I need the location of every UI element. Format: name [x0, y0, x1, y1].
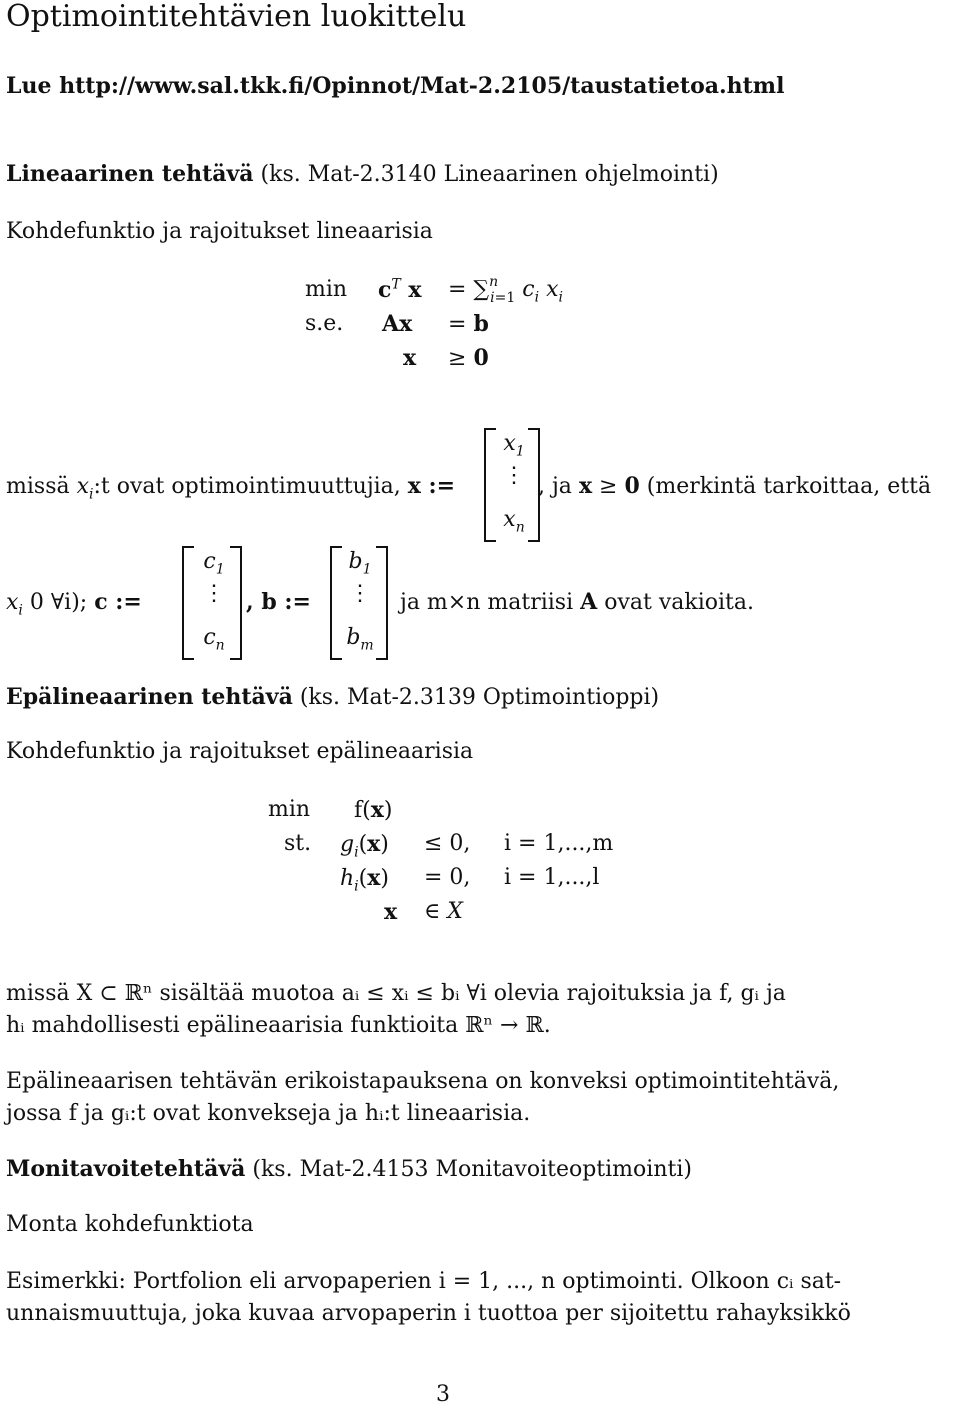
multi-example-line1: Esimerkki: Portfolion eli arvopaperien i = 1, ..., n optimointi. Olkoon cᵢ sat-: [6, 1269, 842, 1294]
nonlinear-heading-rest: (ks. Mat-2.3139 Optimointioppi): [292, 685, 660, 710]
lp-st-label: s.e.: [305, 311, 344, 336]
lp-objective-sum: = ∑$^n_{i=1}$ $c_i$ $x_i$: [448, 274, 564, 306]
missa-word: missä: [6, 474, 70, 499]
matrix-text: ja m×n matriisi: [400, 590, 574, 615]
c-assign: c :=: [94, 589, 142, 615]
nonlinear-para2-line1: Epälineaarisen tehtävän erikoistapauksena on konveksi optimointitehtävä,: [6, 1069, 840, 1094]
nlp-set-rel: ∈ X: [424, 899, 463, 924]
nlp-h-constraint: $h_i(x)$: [340, 865, 389, 895]
x-vector-entry-n: $x_n$: [503, 507, 525, 536]
lp-nonneg-x: x: [403, 345, 417, 371]
page-number: 3: [436, 1382, 450, 1407]
nonlinear-para1-line1: missä X ⊂ ℝⁿ sisältää muotoa aᵢ ≤ xᵢ ≤ bᵢ ∀i olevia rajoituksia ja f, gᵢ ja: [6, 981, 786, 1006]
c-vector-entry-1: $c_1$: [203, 549, 225, 578]
c-vector-right-bracket: [230, 546, 242, 660]
nlp-g-rel: ≤ 0,: [424, 831, 471, 856]
merkinta-text: (merkintä tarkoittaa, että: [646, 474, 932, 499]
lp-constraint-ax: Ax: [382, 311, 413, 337]
b-vector-right-bracket: [376, 546, 388, 660]
b-vector-entry-1: $b_1$: [348, 549, 372, 578]
nonlinear-heading-bold: Epälineaarinen tehtävä: [6, 684, 293, 710]
lp-constraint-b: = b: [448, 311, 489, 337]
multi-intro: Monta kohdefunktiota: [6, 1212, 254, 1237]
nlp-min-label: min: [268, 797, 311, 822]
lp-nonneg-geq: ≥ 0: [448, 345, 489, 371]
linear-intro: Kohdefunktio ja rajoitukset lineaarisia: [6, 219, 433, 244]
b-vector-entry-m: $b_m$: [346, 625, 374, 654]
nlp-h-rel: = 0,: [424, 865, 471, 890]
x-assign: x :=: [407, 473, 456, 499]
linear-heading-bold: Lineaarinen tehtävä: [6, 161, 254, 187]
x-vector-vdots: ⋮: [503, 463, 525, 488]
vakioita-text: ovat vakioita.: [604, 590, 754, 615]
c-vector-entry-n: $c_n$: [203, 625, 225, 654]
c-vector-vdots: ⋮: [203, 581, 225, 606]
read-link-line[interactable]: Lue http://www.sal.tkk.fi/Opinnot/Mat-2.2105/taustatietoa.html: [6, 73, 785, 99]
nonlinear-intro: Kohdefunktio ja rajoitukset epälineaarisia: [6, 739, 474, 764]
ja-text: , ja: [538, 474, 572, 499]
linear-heading-rest: (ks. Mat-2.3140 Lineaarinen ohjelmointi): [253, 162, 719, 187]
missa-text: :t ovat optimointimuuttujia,: [93, 474, 401, 499]
nonlinear-para2-line2: jossa f ja gᵢ:t ovat konvekseja ja hᵢ:t lineaarisia.: [6, 1101, 531, 1126]
forall-text: 0 ∀i);: [29, 590, 88, 615]
multi-heading-rest: (ks. Mat-2.4153 Monitavoiteoptimointi): [245, 1157, 692, 1182]
page-title: Optimointitehtävien luokittelu: [6, 0, 467, 34]
nlp-objective: f(x): [354, 797, 393, 823]
matrix-sentence: ja m×n matriisi A ovat vakioita.: [400, 589, 754, 615]
nlp-g-index: i = 1,...,m: [504, 831, 614, 856]
nonlinear-para1-line2: hᵢ mahdollisesti epälineaarisia funktioita ℝⁿ → ℝ.: [6, 1013, 551, 1038]
lp-variables-tail: , ja x ≥ 0 (merkintä tarkoittaa, että: [538, 473, 932, 499]
nonlinear-heading: [6, 683, 659, 712]
lp-variables-line: missä $x_i:t$ ovat optimointimuuttujia, x :=: [6, 473, 456, 503]
nlp-set-x: x: [384, 899, 398, 925]
x-vector-entry-1: $x_1$: [503, 431, 525, 460]
multi-example-line2: unnaismuuttuja, joka kuvaa arvopaperin i tuottoa per sijoitettu rahayksikkö: [6, 1301, 851, 1326]
nlp-g-constraint: $g_i(x)$: [340, 831, 389, 861]
lp-objective: $c^T$ x: [378, 276, 422, 303]
lp-min-label: min: [305, 277, 348, 302]
lp-constants-line: $x_i$ 0 ∀i); c :=: [6, 589, 142, 619]
nlp-h-index: i = 1,...,l: [504, 865, 600, 890]
b-assign: , b :=: [246, 589, 311, 615]
nlp-st-label: st.: [284, 831, 312, 856]
multi-heading: [6, 1155, 692, 1184]
linear-heading: [6, 160, 719, 189]
b-vector-vdots: ⋮: [349, 581, 371, 606]
multi-heading-bold: Monitavoitetehtävä: [6, 1156, 246, 1182]
